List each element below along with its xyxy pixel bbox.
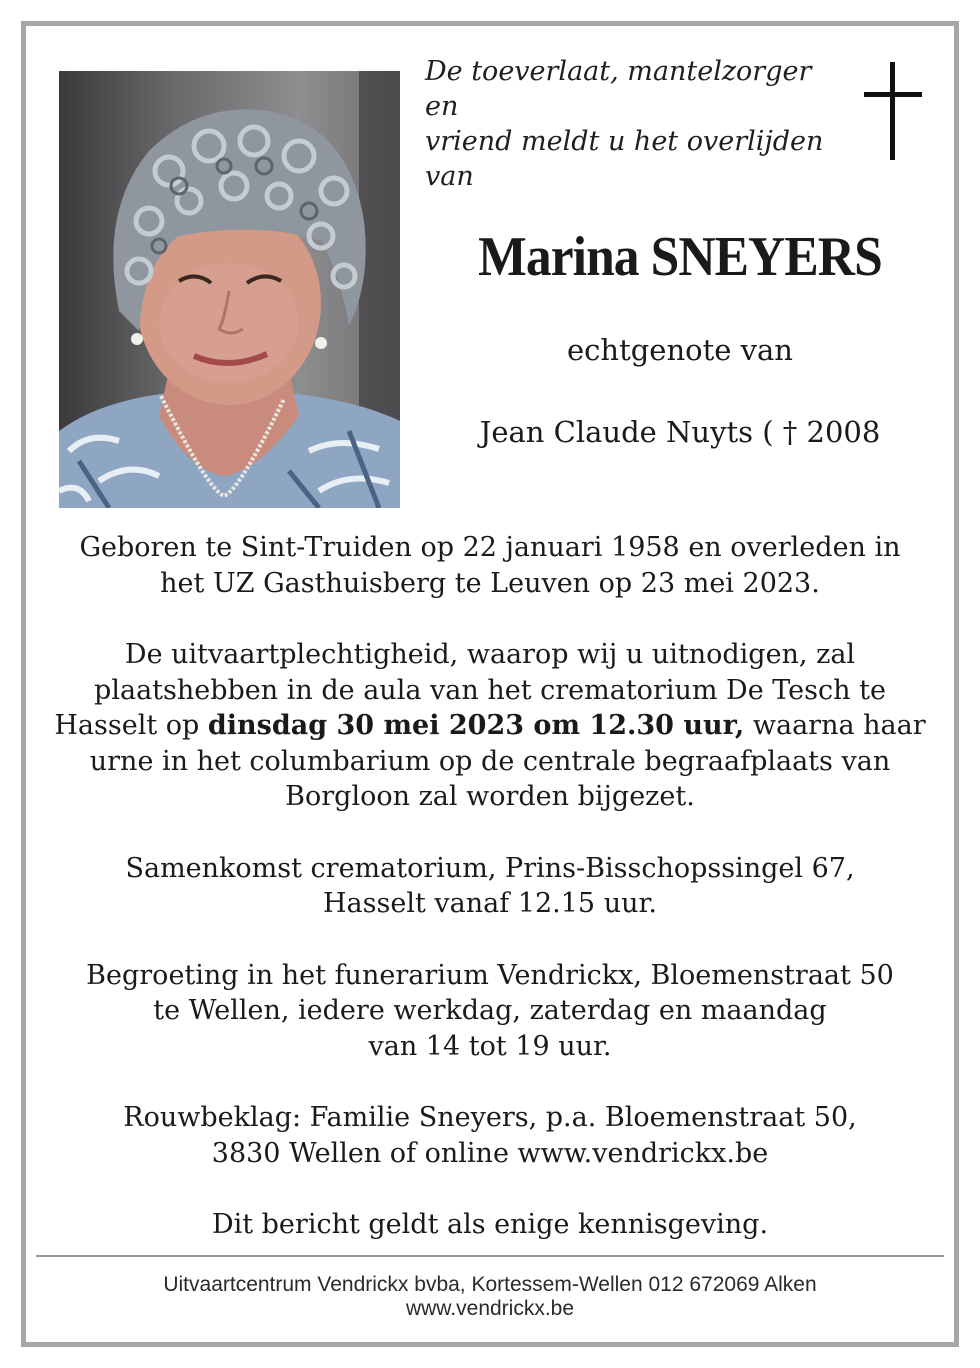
ceremony-date-time: dinsdag 30 mei 2023 om 12.30 uur, (207, 710, 745, 741)
footer-divider (36, 1255, 944, 1257)
gathering-line-2: Hasselt vanaf 12.15 uur. (323, 888, 657, 919)
condolences-line-1: Rouwbeklag: Familie Sneyers, p.a. Bloemenstraat 50, (123, 1102, 857, 1133)
intro-line-2: vriend meldt u het overlijden (425, 126, 824, 157)
portrait-photo (59, 71, 400, 508)
ceremony-line-2: plaatshebben in de aula van het crematorium De Tesch te (94, 674, 886, 706)
notice-body (40, 530, 940, 1243)
ceremony-line-1: De uitvaartplechtigheid, waarop wij u uitnodigen, zal (124, 639, 856, 670)
visitation-line-3: van 14 tot 19 uur. (368, 1030, 612, 1062)
notice-statement: Dit bericht geldt als enige kennisgeving. (211, 1209, 769, 1240)
spouse-name: Jean Claude Nuyts ( † 2008 (479, 415, 881, 449)
ceremony-line-4: urne in het columbarium op de centrale begraafplaats van (89, 745, 891, 777)
condolences-line-2: 3830 Wellen of online www.vendrickx.be (211, 1137, 769, 1169)
ceremony-line-3 (40, 708, 940, 744)
ceremony-line-5: Borgloon zal worden bijgezet. (285, 781, 695, 812)
footer-website: www.vendrickx.be (405, 1297, 575, 1320)
intro-line-1: De toeverlaat, mantelzorger en (425, 56, 812, 122)
ceremony-line-3-post: waarna haar (744, 710, 926, 741)
intro-text (425, 54, 845, 194)
visitation-line-1: Begroeting in het funerarium Vendrickx, Bloemenstraat 50 (86, 959, 894, 991)
visitation-line-2: te Wellen, iedere werkdag, zaterdag en maandag (153, 995, 827, 1026)
footer (36, 1273, 944, 1321)
birth-line-1: Geboren te Sint-Truiden op 22 januari 1958 en overleden in (79, 532, 901, 563)
deceased-name: Marina SNEYERS (478, 226, 882, 288)
intro-line-3: van (425, 161, 474, 192)
gathering-line-1: Samenkomst crematorium, Prins-Bisschopssingel 67, (125, 852, 855, 884)
spouse-label: echtgenote van (567, 333, 793, 367)
ceremony-line-3-pre: Hasselt op (54, 710, 208, 741)
footer-company: Uitvaartcentrum Vendrickx bvba, Kortessem-Wellen 012 672069 Alken (163, 1273, 817, 1296)
birth-line-2: het UZ Gasthuisberg te Leuven op 23 mei 2023. (160, 567, 820, 599)
latin-cross-icon (862, 62, 924, 160)
